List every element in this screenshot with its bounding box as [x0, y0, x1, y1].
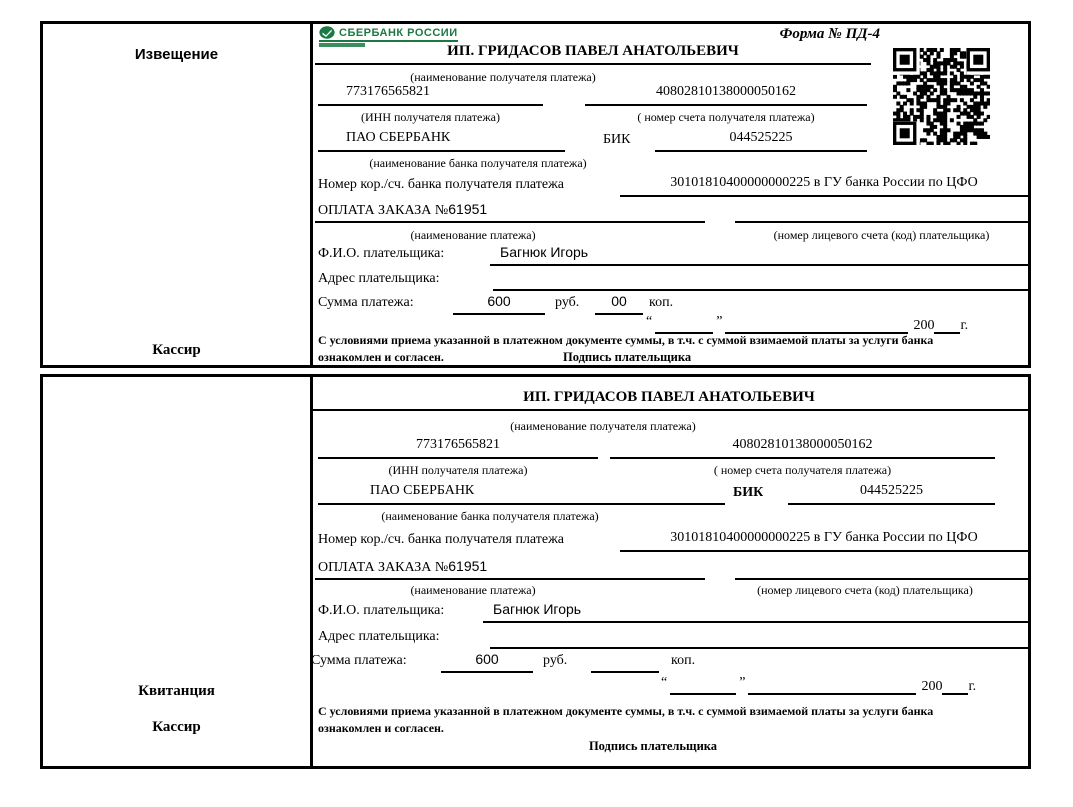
- receipt-date-month-field: [748, 677, 916, 695]
- receipt-payment-order-number: 61951: [448, 558, 488, 574]
- receipt-payer-name: Багнюк Игорь: [483, 601, 1028, 623]
- receipt-korr-value: 30101810400000000225 в ГУ банка России по ЦФО: [620, 530, 1028, 552]
- receipt-date-row: [658, 677, 976, 695]
- receipt-payee-caption: (наименование получателя платежа): [510, 419, 696, 433]
- receipt-bik-value: 044525225: [788, 483, 995, 505]
- receipt-agreement-line1: С условиями приема указанной в платежном документе суммы, в т.ч. с суммой взимаемой платы за услуги банка: [318, 704, 934, 718]
- receipt-payee-name: ИП. ГРИДАСОВ ПАВЕЛ АНАТОЛЬЕВИЧ: [310, 389, 1028, 411]
- notice-signature-label: Подпись плательщика: [563, 350, 692, 364]
- receipt-account-value: 40802810138000050162: [610, 437, 995, 459]
- receipt-address-label: Адрес плательщика:: [318, 629, 440, 644]
- notice-date-day-field: [655, 316, 713, 334]
- notice-stub-title: Извещение: [134, 46, 219, 63]
- sberbank-emblem-icon: [319, 26, 335, 39]
- notice-agreement-line1: С условиями приема указанной в платежном документе суммы, в т.ч. с суммой взимаемой платы за услуги банка: [318, 333, 934, 347]
- receipt-rub-label: руб.: [543, 653, 568, 668]
- receipt-bik-label: БИК: [733, 485, 764, 500]
- notice-payee-caption: (наименование получателя платежа): [410, 70, 596, 84]
- notice-address-field: [493, 269, 1028, 291]
- receipt-account-caption: ( номер счета получателя платежа): [713, 463, 892, 477]
- receipt-column-divider: [310, 377, 313, 766]
- notice-inn-caption: (ИНН получателя платежа): [361, 110, 500, 124]
- receipt-date-day-field: [670, 677, 736, 695]
- receipt-signature-label: Подпись плательщика: [588, 739, 718, 753]
- notice-payment-order-number: 61951: [448, 201, 488, 217]
- receipt-cashier-label: Кассир: [152, 719, 201, 735]
- notice-bank-caption: (наименование банка получателя платежа): [369, 156, 587, 170]
- notice-date-month-field: [725, 316, 908, 334]
- notice-account-value: 40802810138000050162: [585, 84, 867, 106]
- receipt-payment-name-label: ОПЛАТА ЗАКАЗА №: [318, 560, 449, 575]
- notice-personal-account-field: [735, 201, 1028, 223]
- notice-korr-value: 30101810400000000225 в ГУ банка России по ЦФО: [620, 175, 1028, 197]
- receipt-inn-caption: (ИНН получателя платежа): [388, 463, 528, 477]
- receipt-payment-name: [315, 558, 705, 580]
- receipt-date-year-field: [942, 677, 968, 695]
- notice-year-prefix: 200: [913, 318, 935, 333]
- receipt-year-prefix: 200: [921, 679, 943, 694]
- receipt-personal-caption: (номер лицевого счета (код) плательщика): [757, 583, 973, 597]
- notice-payee-name: ИП. ГРИДАСОВ ПАВЕЛ АНАТОЛЬЕВИЧ: [315, 43, 871, 65]
- receipt-payment-caption: (наименование платежа): [410, 583, 536, 597]
- receipt-address-field: [490, 627, 1028, 649]
- receipt-bank-caption: (наименование банка получателя платежа): [381, 509, 599, 523]
- notice-agreement-line2: ознакомлен и согласен.: [318, 350, 444, 364]
- receipt-stub-title: Квитанция: [138, 683, 215, 699]
- notice-payment-name-label: ОПЛАТА ЗАКАЗА №: [318, 203, 449, 218]
- notice-cashier-label: Кассир: [152, 342, 201, 358]
- notice-quote-open: “: [646, 314, 653, 329]
- receipt-quote-open: “: [661, 675, 668, 690]
- notice-bik-value: 044525225: [655, 130, 867, 152]
- receipt-year-suffix: г.: [968, 679, 977, 694]
- receipt-section: [40, 374, 1031, 769]
- receipt-quote-close: ”: [739, 675, 746, 690]
- notice-kop-label: коп.: [649, 295, 674, 310]
- notice-column-divider: [310, 24, 313, 365]
- receipt-amount-kop-field: [591, 651, 659, 673]
- notice-personal-caption: (номер лицевого счета (код) плательщика): [773, 228, 990, 242]
- notice-quote-close: ”: [716, 314, 723, 329]
- notice-payment-caption: (наименование платежа): [410, 228, 536, 242]
- notice-payment-name: [315, 201, 705, 223]
- receipt-sum-label: Сумма платежа:: [311, 653, 407, 668]
- receipt-personal-account-field: [735, 558, 1028, 580]
- notice-payer-name: Багнюк Игорь: [490, 244, 1028, 266]
- notice-address-label: Адрес плательщика:: [318, 271, 440, 286]
- notice-rub-label: руб.: [555, 295, 580, 310]
- receipt-fio-label: Ф.И.О. плательщика:: [318, 603, 445, 618]
- notice-account-caption: ( номер счета получателя платежа): [637, 110, 815, 124]
- receipt-bank-value: ПАО СБЕРБАНК: [318, 483, 725, 505]
- form-number: Форма № ПД-4: [779, 26, 880, 42]
- notice-date-row: [643, 316, 968, 334]
- notice-bik-label: БИК: [603, 132, 631, 147]
- sberbank-logo-text: СБЕРБАНК РОССИИ: [339, 26, 458, 39]
- notice-amount-kop: 00: [595, 293, 643, 315]
- receipt-korr-label: Номер кор./сч. банка получателя платежа: [318, 532, 564, 547]
- notice-amount-rub: 600: [453, 293, 545, 315]
- receipt-agreement-line2: ознакомлен и согласен.: [318, 721, 444, 735]
- receipt-inn-value: 773176565821: [318, 437, 598, 459]
- notice-year-suffix: г.: [960, 318, 969, 333]
- notice-date-year-field: [934, 316, 960, 334]
- notice-fio-label: Ф.И.О. плательщика:: [318, 246, 445, 261]
- receipt-kop-label: коп.: [671, 653, 696, 668]
- qr-code: [893, 48, 990, 145]
- notice-korr-label: Номер кор./сч. банка получателя платежа: [318, 177, 564, 192]
- notice-bank-value: ПАО СБЕРБАНК: [318, 130, 565, 152]
- notice-sum-label: Сумма платежа:: [318, 295, 414, 310]
- receipt-amount-rub: 600: [441, 651, 533, 673]
- notice-section: [40, 21, 1031, 368]
- notice-inn-value: 773176565821: [318, 84, 543, 106]
